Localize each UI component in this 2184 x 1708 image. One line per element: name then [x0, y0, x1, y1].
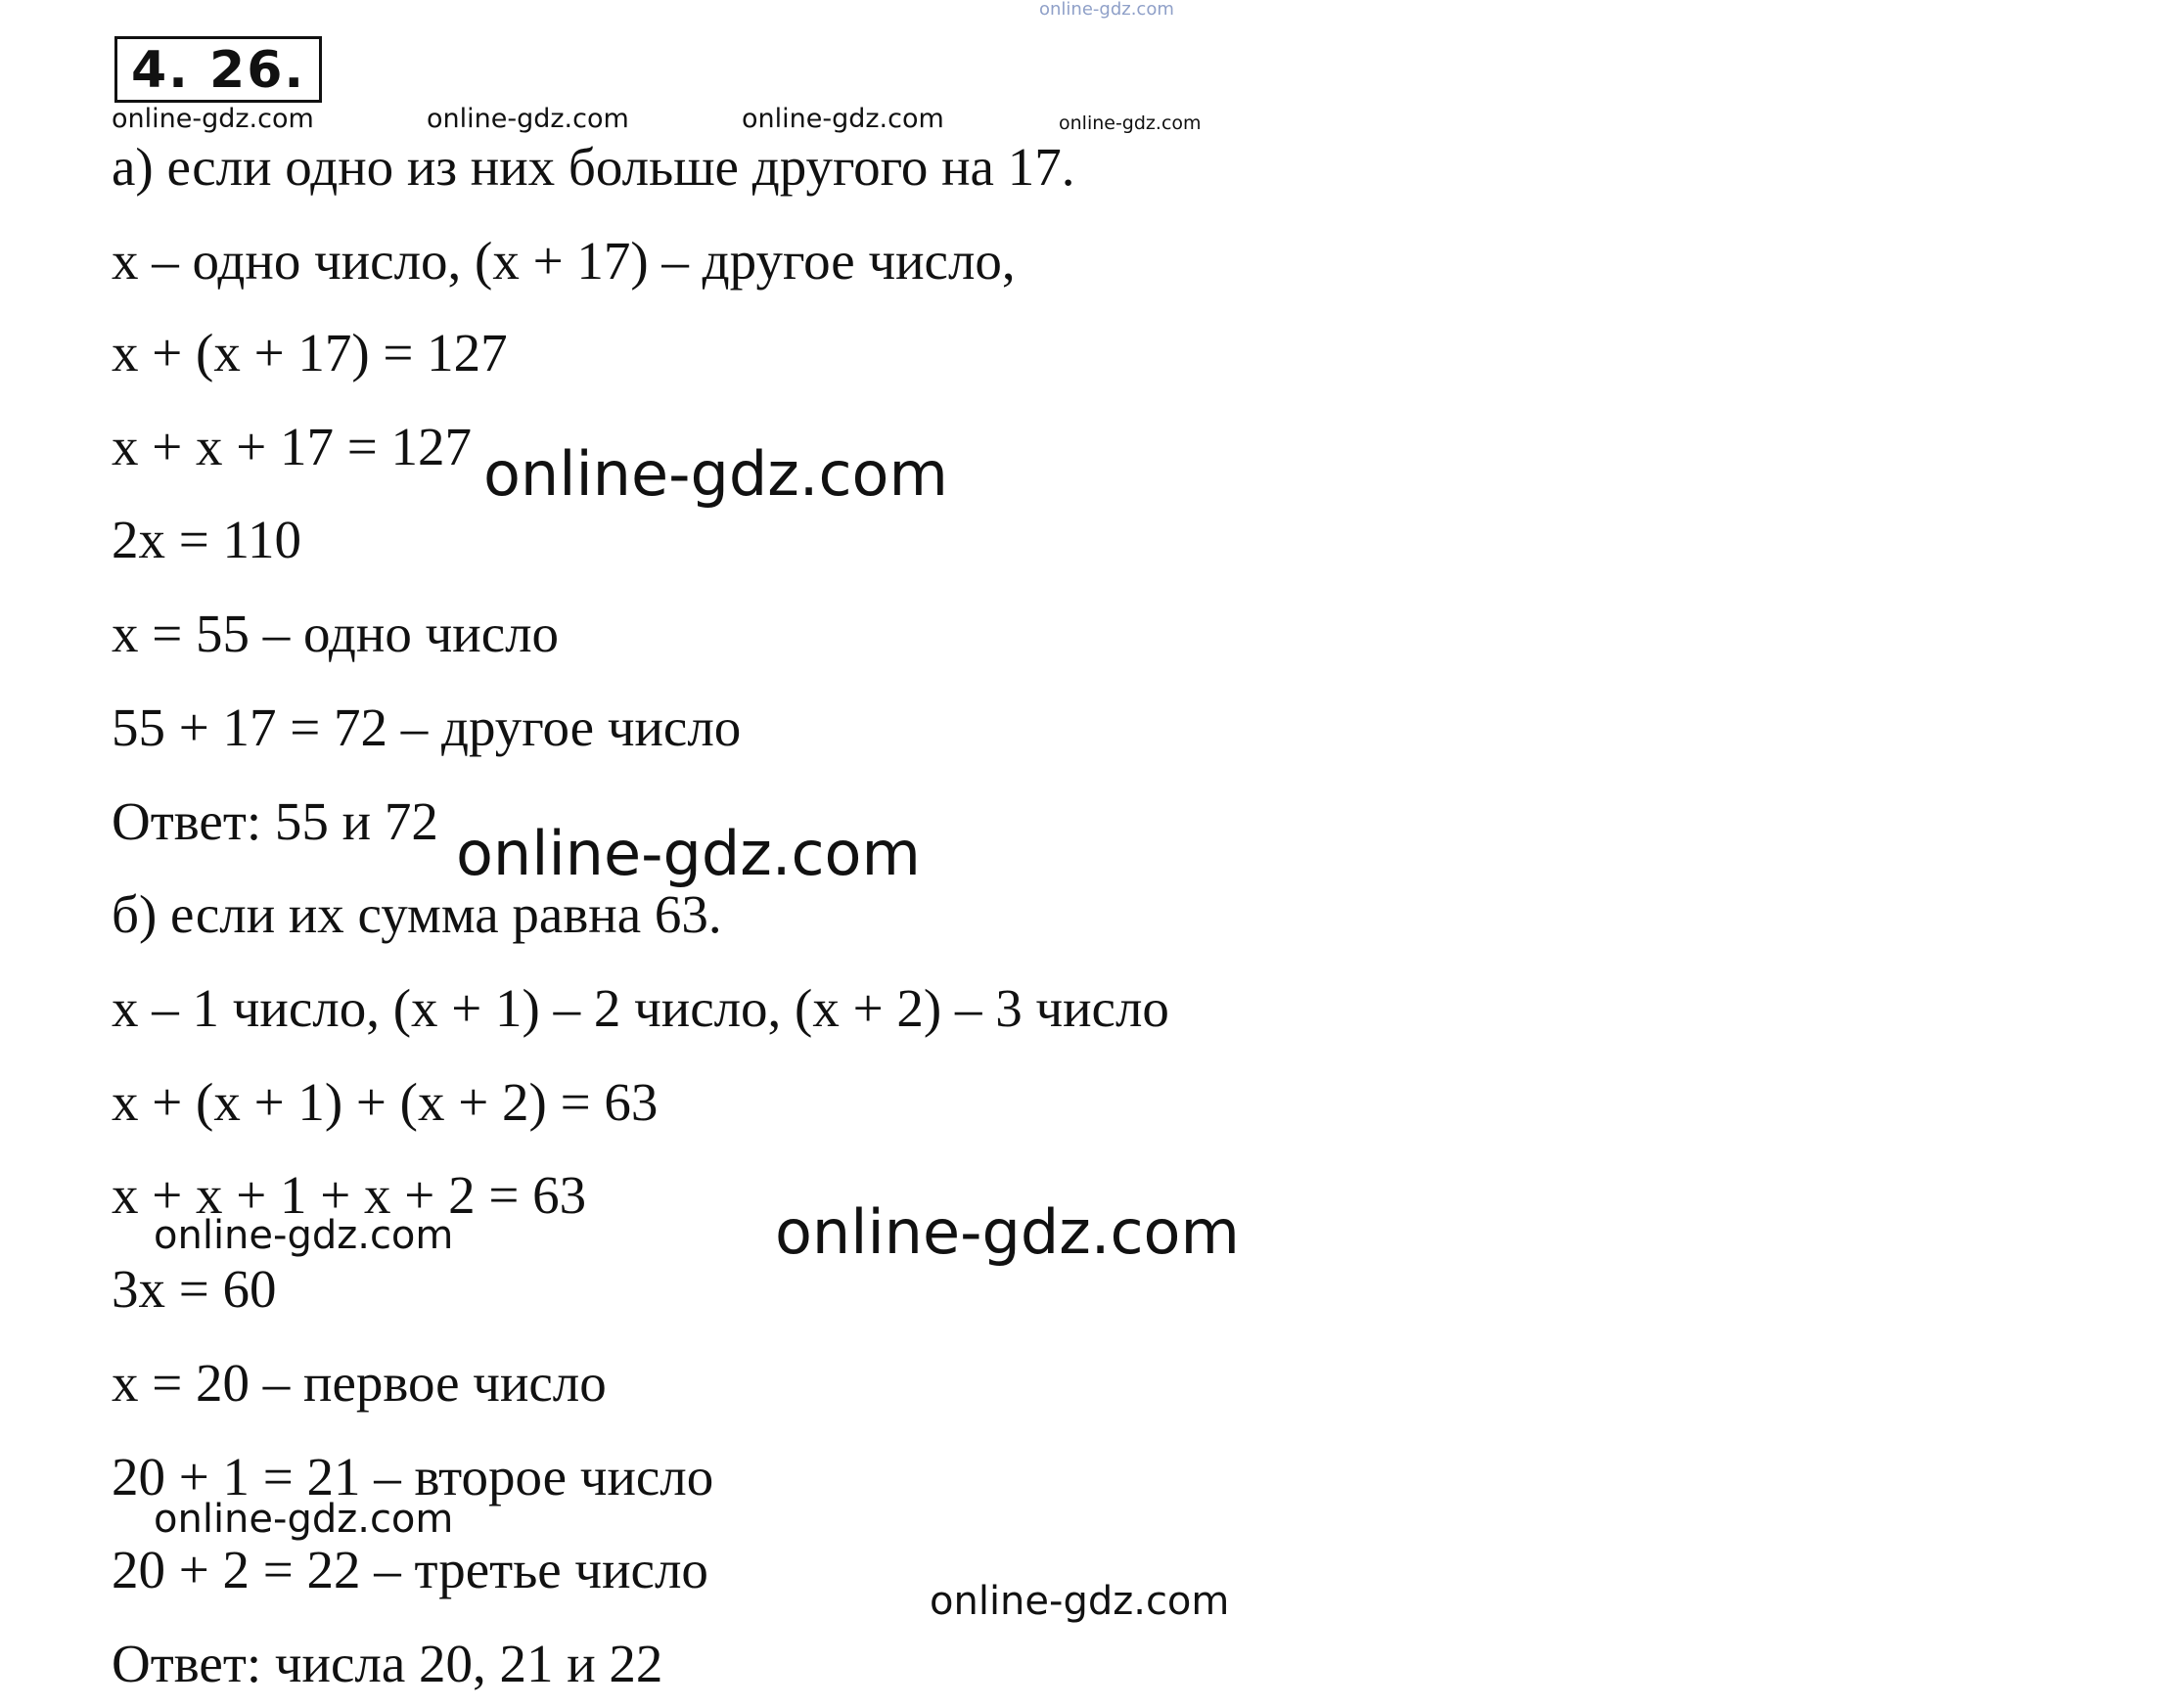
watermark-8: online-gdz.com — [775, 1196, 1240, 1268]
text-line-7: 55 + 17 = 72 – другое число — [112, 697, 742, 757]
text-line-10: x – 1 число, (x + 1) – 2 число, (x + 2) – 3 число — [112, 978, 1169, 1038]
text-line-9: б) если их сумма равна 63. — [112, 884, 722, 944]
watermark-10: online-gdz.com — [930, 1579, 1230, 1624]
text-line-16: 20 + 2 = 22 – третье число — [112, 1540, 708, 1599]
text-line-1: а) если одно из них больше другого на 17. — [112, 137, 1075, 197]
text-line-4: x + x + 17 = 127 — [112, 417, 473, 476]
problem-number: 4. 26. — [114, 36, 322, 103]
text-line-15: 20 + 1 = 21 – второе число — [112, 1447, 714, 1506]
watermark-1: online-gdz.com — [112, 104, 314, 134]
text-line-3: x + (x + 17) = 127 — [112, 323, 508, 382]
watermark-5: online-gdz.com — [483, 438, 948, 510]
text-line-8: Ответ: 55 и 72 — [112, 791, 438, 851]
text-line-2: x – одно число, (x + 17) – другое число, — [112, 231, 1016, 291]
watermark-top: online-gdz.com — [1039, 0, 1174, 20]
watermark-3: online-gdz.com — [742, 104, 944, 134]
watermark-7: online-gdz.com — [154, 1213, 454, 1258]
text-line-11: x + (x + 1) + (x + 2) = 63 — [112, 1072, 659, 1132]
text-line-13: 3x = 60 — [112, 1259, 277, 1319]
text-line-17: Ответ: числа 20, 21 и 22 — [112, 1634, 663, 1693]
text-line-14: x = 20 – первое число — [112, 1353, 607, 1413]
watermark-4: online-gdz.com — [1059, 112, 1202, 134]
text-line-12: x + x + 1 + x + 2 = 63 — [112, 1165, 587, 1225]
watermark-9: online-gdz.com — [154, 1497, 454, 1542]
text-line-5: 2x = 110 — [112, 510, 301, 569]
text-line-6: x = 55 – одно число — [112, 604, 560, 663]
watermark-6: online-gdz.com — [456, 818, 921, 889]
watermark-2: online-gdz.com — [427, 104, 629, 134]
